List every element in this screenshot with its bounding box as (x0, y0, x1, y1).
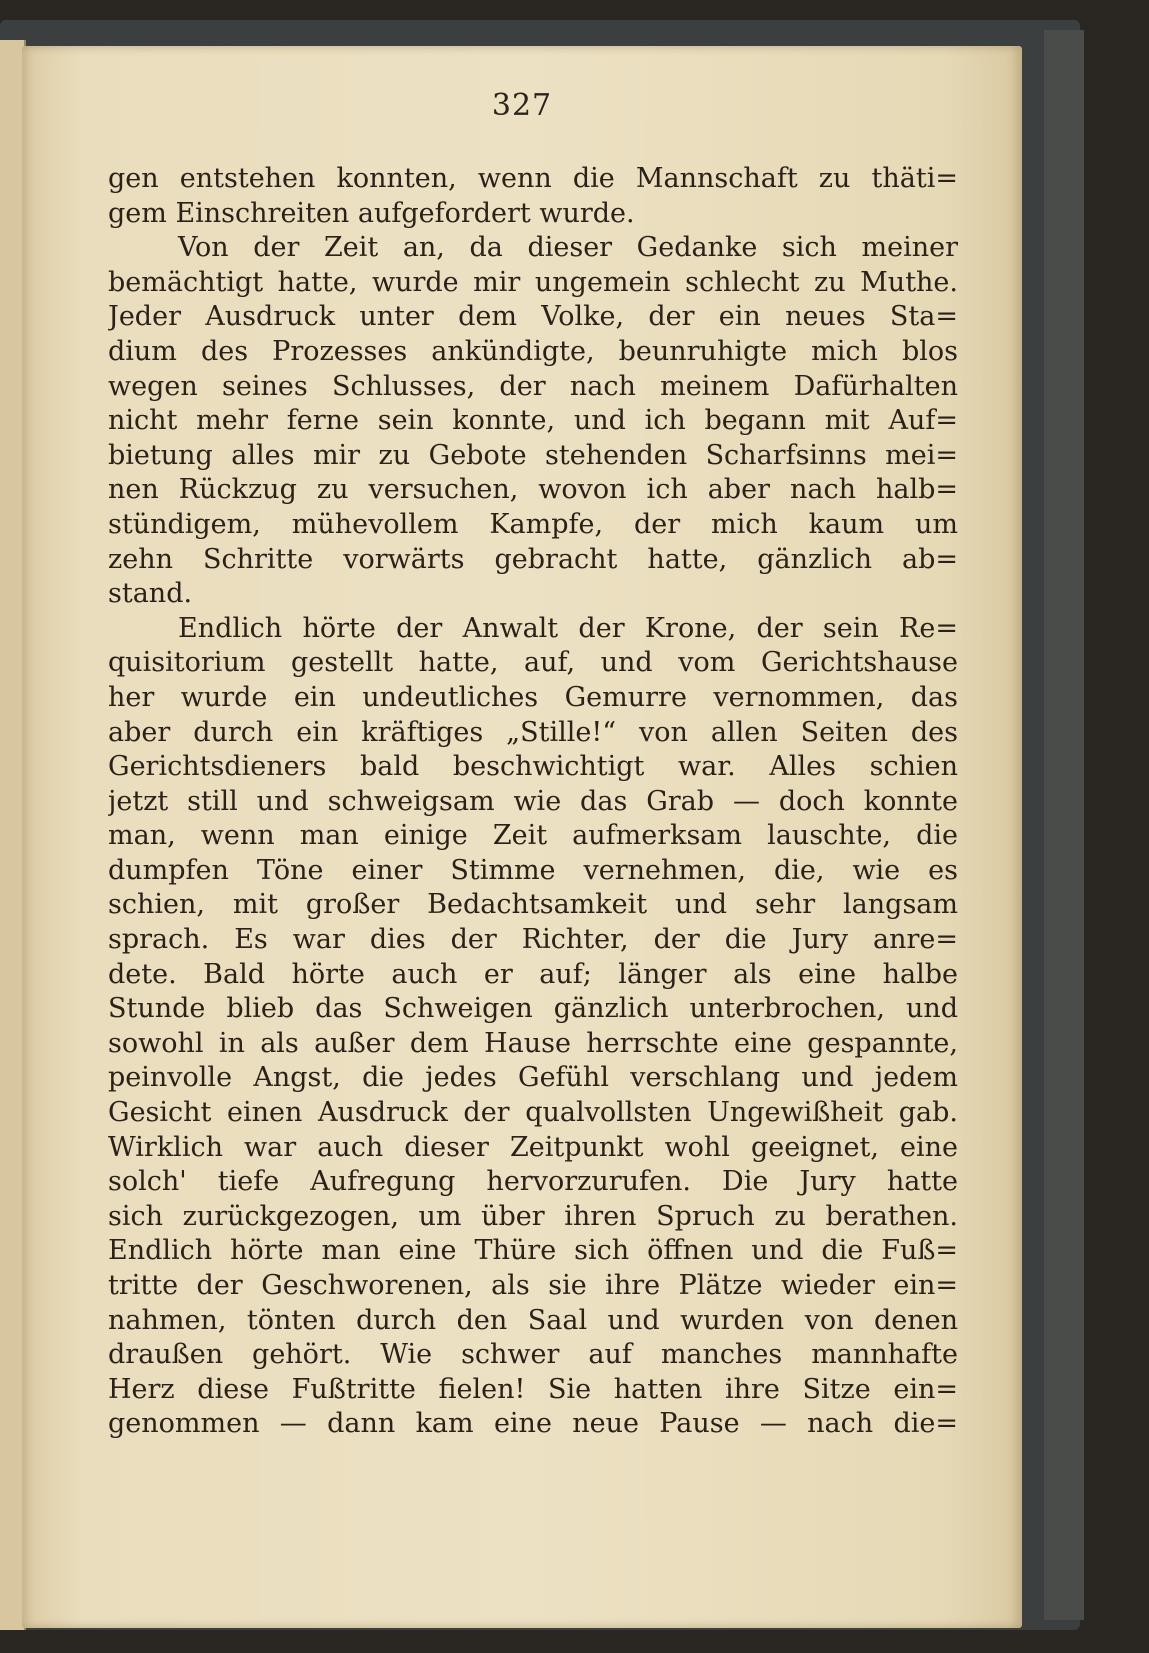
text-line: nahmen, tönten durch den Saal und wurden von denen (108, 1304, 958, 1336)
text-line: Herz diese Fußtritte fielen! Sie hatten ihre Sitze ein= (108, 1373, 958, 1405)
text-line: bemächtigt hatte, wurde mir ungemein schlecht zu Muthe. (108, 266, 958, 298)
text-line: nicht mehr ferne sein konnte, und ich begann mit Auf= (108, 405, 958, 437)
text-line: peinvolle Angst, die jedes Gefühl verschlang und jedem (108, 1062, 958, 1094)
text-line: Gesicht einen Ausdruck der qualvollsten Ungewißheit gab. (108, 1097, 958, 1129)
text-line: quisitorium gestellt hatte, auf, und vom Gerichtshause (108, 647, 958, 679)
text-line: dete. Bald hörte auch er auf; länger als eine halbe (108, 958, 958, 990)
book-page (22, 46, 1022, 1628)
text-line: jetzt still und schweigsam wie das Grab — doch konnte (108, 785, 958, 817)
text-line: gen entstehen konnten, wenn die Mannschaft zu thäti= (108, 163, 958, 194)
text-line: zehn Schritte vorwärts gebracht hatte, gänzlich ab= (108, 543, 958, 575)
text-line: dium des Prozesses ankündigte, beunruhigte mich blos (108, 335, 958, 367)
text-line: dumpfen Töne einer Stimme vernehmen, die, wie es (108, 854, 958, 886)
text-line: nen Rückzug zu versuchen, wovon ich aber nach halb= (108, 474, 958, 506)
text-line: genommen — dann kam eine neue Pause — nach die= (108, 1408, 958, 1440)
text-line: wegen seines Schlusses, der nach meinem Dafürhalten (108, 370, 958, 402)
text-line: Von der Zeit an, da dieser Gedanke sich meiner (178, 232, 958, 264)
text-line: bietung alles mir zu Gebote stehenden Scharfsinns mei= (108, 439, 958, 471)
text-line: stündigem, mühevollem Kampfe, der mich kaum um (108, 508, 958, 540)
text-line: her wurde ein undeutliches Gemurre vernommen, das (108, 681, 958, 713)
text-line: sich zurückgezogen, um über ihren Spruch zu berathen. (108, 1200, 958, 1232)
text-line: Endlich hörte man eine Thüre sich öffnen und die Fuß= (108, 1235, 958, 1267)
text-line: Endlich hörte der Anwalt der Krone, der sein Re= (178, 612, 958, 644)
cover-edge (1044, 30, 1084, 1620)
text-line: Wirklich war auch dieser Zeitpunkt wohl geeignet, eine (108, 1131, 958, 1163)
page-text (108, 162, 958, 1442)
text-line: stand. (108, 578, 193, 610)
text-line: sprach. Es war dies der Richter, der die Jury anre= (108, 924, 958, 956)
text-line: Jeder Ausdruck unter dem Volke, der ein neues Sta= (108, 301, 958, 333)
text-line: solch' tiefe Aufregung hervorzurufen. Die Jury hatte (108, 1166, 958, 1198)
text-line: gem Einschreiten aufgefordert wurde. (108, 197, 635, 229)
text-line: sowohl in als außer dem Hause herrschte eine gespannte, (108, 1027, 958, 1059)
text-line: Stunde blieb das Schweigen gänzlich unterbrochen, und (108, 993, 958, 1025)
text-line: man, wenn man einige Zeit aufmerksam lauschte, die (108, 820, 958, 852)
text-line: Gerichtsdieners bald beschwichtigt war. Alles schien (108, 751, 958, 783)
text-line: schien, mit großer Bedachtsamkeit und sehr langsam (108, 889, 958, 921)
page-number: 327 (491, 88, 553, 123)
text-line: draußen gehört. Wie schwer auf manches mannhafte (108, 1339, 958, 1371)
text-line: tritte der Geschworenen, als sie ihre Plätze wieder ein= (108, 1270, 958, 1301)
text-line: aber durch ein kräftiges „Stille!“ von allen Seiten des (108, 716, 958, 748)
